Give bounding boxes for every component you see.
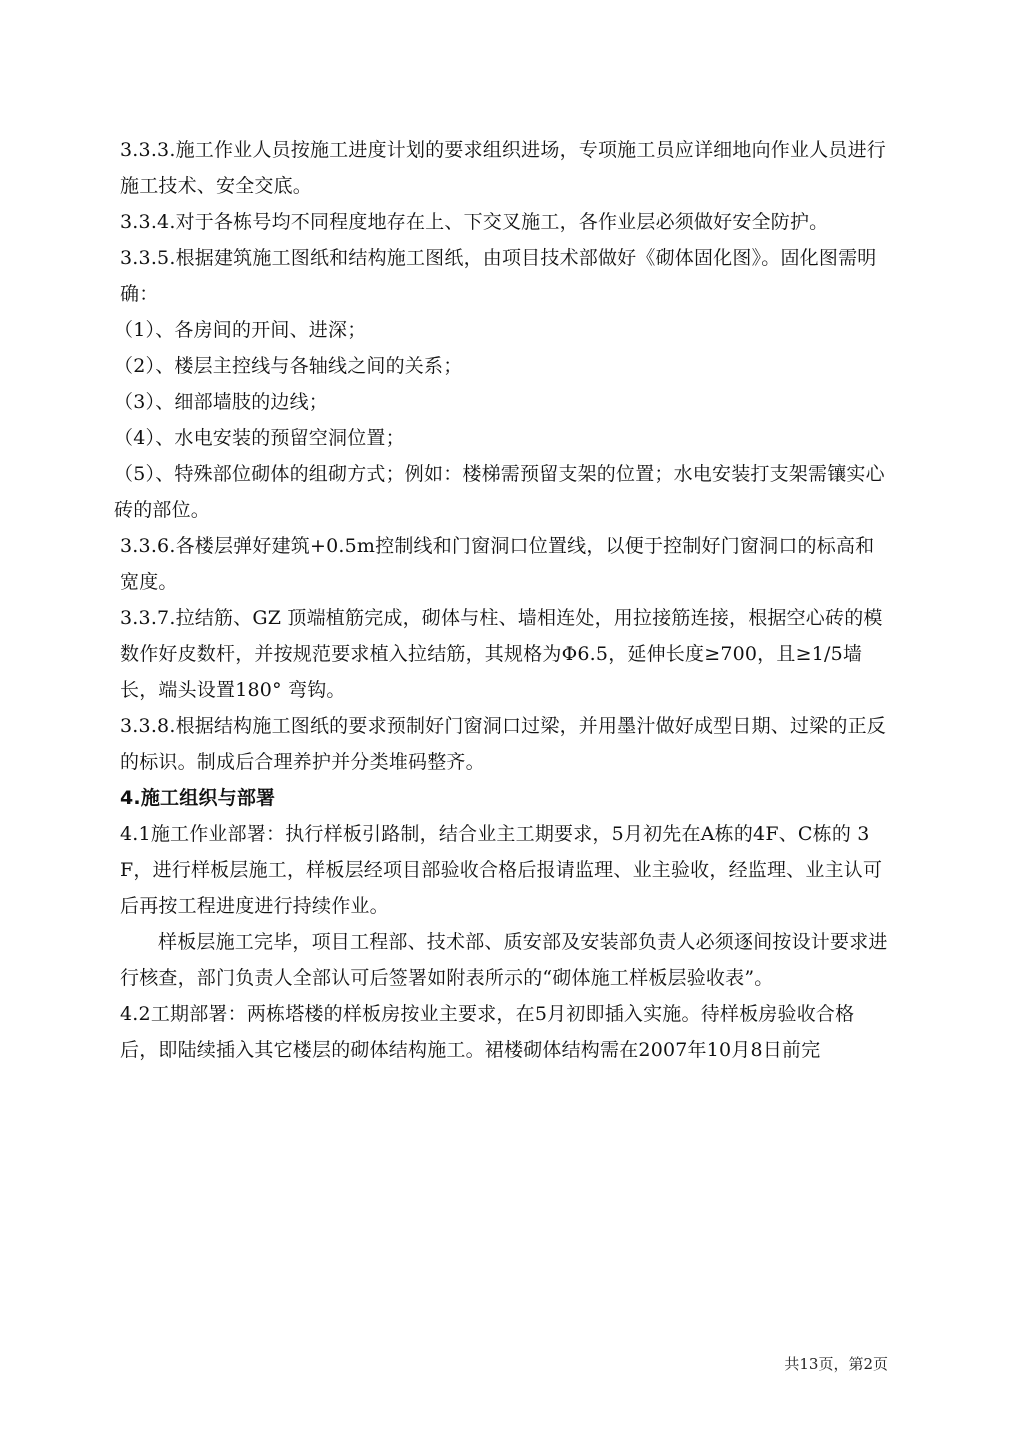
- list-item-4: （4）、水电安装的预留空洞位置；: [114, 427, 405, 449]
- paragraph-3-3-5: 3.3.5.根据建筑施工图纸和结构施工图纸，由项目技术部做好《砌体固化图》。固化图需明确：: [120, 247, 877, 305]
- list-item-5: （5）、特殊部位砌体的组砌方式；例如：楼梯需预留支架的位置；水电安装打支架需镶实心砖的部位。: [114, 463, 885, 521]
- paragraph-sample-floor: 样板层施工完毕，项目工程部、技术部、质安部及安装部负责人必须逐间按设计要求进行核查，部门负责人全部认可后签署如附表所示的“砌体施工样板层验收表”。: [120, 931, 888, 989]
- paragraph-4-2: 4.2工期部署：两栋塔楼的样板房按业主要求，在5月初即插入实施。待样板房验收合格后，即陆续插入其它楼层的砌体结构施工。裙楼砌体结构需在2007年10月8日前完: [120, 1003, 855, 1061]
- paragraph-3-3-7: 3.3.7.拉结筋、GZ 顶端植筋完成，砌体与柱、墙相连处，用拉接筋连接，根据空心砖的模数作好皮数杆，并按规范要求植入拉结筋，其规格为Φ6.5，延伸长度≥700，且≥1/5墙长，端头设置180° 弯钩。: [120, 607, 883, 701]
- paragraph-3-3-4: 3.3.4.对于各栋号均不同程度地存在上、下交叉施工，各作业层必须做好安全防护。: [120, 211, 829, 233]
- list-item-1: （1）、各房间的开间、进深；: [114, 319, 367, 341]
- paragraph-4-1: 4.1施工作业部署：执行样板引路制，结合业主工期要求，5月初先在A栋的4F、C栋的 3F，进行样板层施工，样板层经项目部验收合格后报请监理、业主验收，经监理、业主认可后再按工程进度进行持续作业。: [120, 823, 883, 917]
- list-item-2: （2）、楼层主控线与各轴线之间的关系；: [114, 355, 463, 377]
- paragraph-3-3-3: 3.3.3.施工作业人员按施工进度计划的要求组织进场，专项施工员应详细地向作业人员进行施工技术、安全交底。: [120, 139, 886, 197]
- paragraph-3-3-8: 3.3.8.根据结构施工图纸的要求预制好门窗洞口过梁，并用墨汁做好成型日期、过梁的正反的标识。制成后合理养护并分类堆码整齐。: [120, 715, 886, 773]
- page-footer: 共13页，第2页: [784, 1355, 888, 1373]
- section-heading-4: 4.施工组织与部署: [120, 787, 276, 809]
- document-body: [114, 132, 890, 1068]
- list-item-3: （3）、细部墙肢的边线；: [114, 391, 328, 413]
- paragraph-3-3-6: 3.3.6.各楼层弹好建筑+0.5m控制线和门窗洞口位置线，以便于控制好门窗洞口的标高和宽度。: [120, 535, 875, 593]
